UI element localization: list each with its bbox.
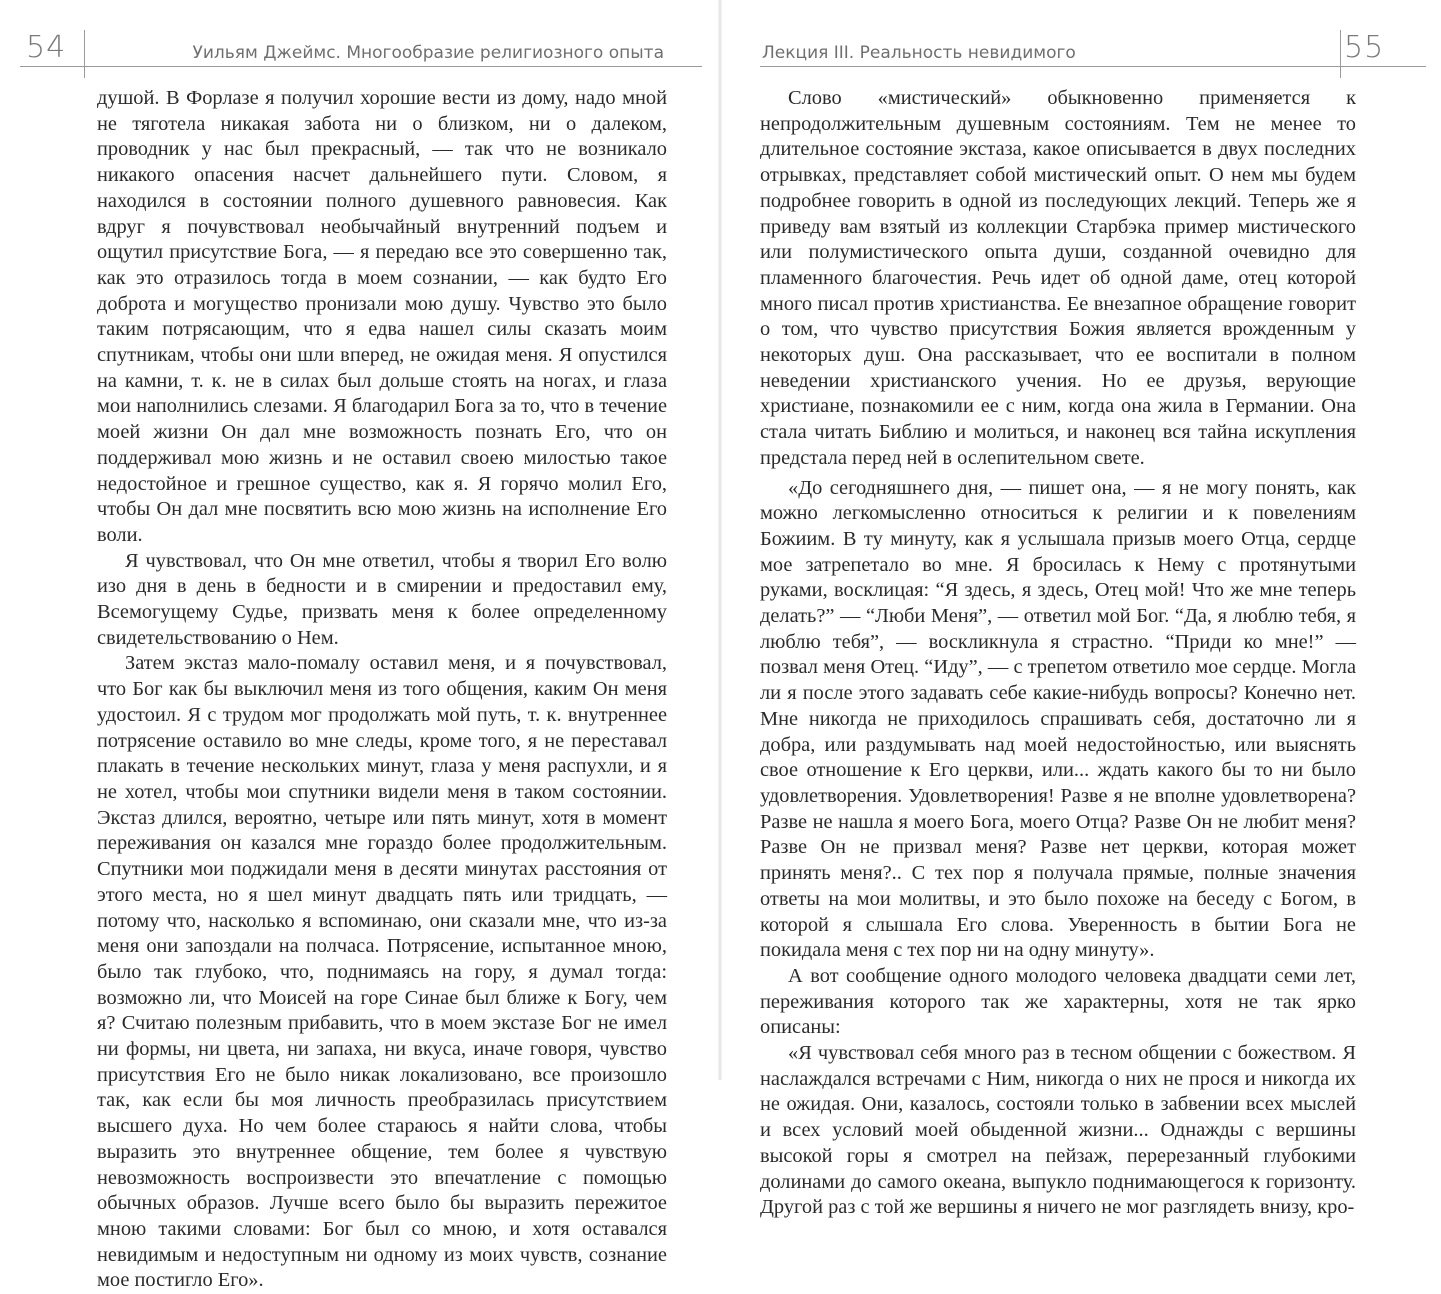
- page-number: 55: [1344, 30, 1385, 65]
- running-head: Уильям Джеймс. Многообразие религиозного опыта: [192, 43, 664, 63]
- page-number: 54: [26, 30, 67, 65]
- right-page-body: [760, 86, 1356, 1221]
- paragraph: «До сегодняшнего дня, — пишет она, — я не могу понять, как можно легкомысленно относиться к религии и к повелениям Божиим. В ту минуту, как я услышала призыв моего Отца, сердце мое затрепетало во мне. Я бросилась к Нему с протянутыми руками, восклицая: “Я здесь, я здесь, Отец мой! Что же мне теперь делать?” — “Люби Меня”, — ответил мой Бог. “Да, я люблю тебя, я люблю тебя”, — воскликнула я страстно. “Приди ко мне!” — позвал меня Отец. “Иду”, — с трепетом ответило мое сердце. Могла ли я после этого задавать себе какие-нибудь вопросы? Конечно нет. Мне никогда не приходилось спрашивать себя, достаточно ли я добра, или раздумывать над моей недостойностью, или выяснять свое отношение к Его церкви, или... ждать какого бы то ни было удовлетворения. Удовлетворения! Разве я не вполне удовлетворена? Разве не нашла я моего Бога, моего Отца? Разве Он не любит меня? Разве Он не призвал меня? Разве нет церкви, которая может принять меня?.. С тех пор я получала прямые, полные значения ответы на мои молитвы, и это было похоже на беседу с Богом, в которой я слышала Его слова. Уверенность в бытии Бога не покидала меня с тех пор ни на одну минуту».: [760, 476, 1356, 962]
- header-vertical-rule: [84, 30, 85, 78]
- paragraph: душой. В Форлазе я получил хорошие вести из дому, надо мной не тяготела никакая забота ни о близком, ни о далеком, проводник у нас был прекрасный, — так что не возникало никакого опасения насчет дальнейшего пути. Словом, я находился в состоянии полного душевного равновесия. Как вдруг я почувствовал необычайный внутренний подъем и ощутил присутствие Бога, — я передаю все это совершенно так, как это отразилось тогда в моем сознании, — как будто Его доброта и могущество пронизали мою душу. Чувство это было таким потрясающим, что я едва нашел силы сказать моим спутникам, чтобы они шли вперед, не ожидая меня. Я опустился на камни, т. к. не в силах был дольше стоять на ногах, и глаза мои наполнились слезами. Я благодарил Бога за то, что в течение моей жизни Он дал мне возможность познать Его, что он поддерживал мою жизнь и не оставил своею милостью такое недостойное и грешное существо, как я. Я горячо молил Его, чтобы Он дал мне посвятить всю мою жизнь на исполнение Его воли.: [97, 87, 667, 546]
- paragraph: Затем экстаз мало-помалу оставил меня, и я почувствовал, что Бог как бы выключил меня из того общения, каким Он меня удостоил. Я с трудом мог продолжать мой путь, т. к. внутреннее потрясение оставило во мне следы, кроме того, я не переставал плакать в течение нескольких минут, глаза у меня распухли, и я не хотел, чтобы мои спутники видели меня в таком состоянии. Экстаз длился, вероятно, четыре или пять минут, хотя в момент переживания он казался мне гораздо более продолжительным. Спутники мои поджидали меня в десяти минутах расстояния от этого места, но я шел минут двадцать пять или тридцать, — потому что, насколько я вспоминаю, они сказали мне, что из-за меня они запоздали на полчаса. Потрясение, испытанное мною, было так глубоко, что, поднимаясь на гору, я думал тогда: возможно ли, что Моисей на горе Синае был ближе к Богу, чем я? Считаю полезным прибавить, что в моем экстазе Бог не имел ни формы, ни цвета, ни запаха, ни вкуса, иначе говоря, чувство присутствия Его не было никак локализовано, все произошло так, как если бы моя личность преобразилась присутствием высшего духа. Но чем более стараюсь я найти слова, чтобы выразить это внутреннее общение, тем более я чувствую невозможность воспроизвести это впечатление с помощью обычных образов. Лучше всего было бы выразить пережитое мною такими словами: Бог был со мною, и хотя оставался невидимым и недоступным ни одному из моих чувств, сознание мое постигло Его».: [97, 652, 667, 1292]
- paragraph: Слово «мистический» обыкновенно применяется к непродолжительным душевным состояниям. Тем не менее то длительное состояние экстаза, какое описывается в двух последних отрывках, представляет собой мистический опыт. О нем мы будем подробнее говорить в одной из последующих лекций. Теперь же я приведу вам взятый из коллекции Старбэка пример мистического или полумистического опыта души, созданной очевидно для пламенного благочестия. Речь идет об одной даме, отец которой много писал против христианства. Ее внезапное обращение говорит о том, что чувство присутствия Божия является врожденным у некоторых душ. Она рассказывает, что ее воспитали в полном неведении христианского учения. Но ее друзья, верующие христиане, познакомили ее с ним, когда она жила в Германии. Она стала читать Библию и молиться, и наконец вся тайна искупления предстала перед ней в ослепительном свете.: [760, 87, 1356, 469]
- left-page-body: [97, 86, 667, 1294]
- header-rule: [20, 66, 702, 67]
- paragraph: «Я чувствовал себя много раз в тесном общении с божеством. Я наслаждался встречами с Ним, никогда о них не прося и никогда их не ожидая. Они, казалось, состояли только в забвении всех мыслей и всех условий моей обыденной жизни... Однажды с вершины высокой горы я смотрел на пейзаж, перерезанный глубокими долинами до самого океана, выпукло поднимающегося к горизонту. Другой раз с той же вершины я ничего не мог разглядеть внизу, кро-: [760, 1042, 1356, 1219]
- header-vertical-rule: [1340, 30, 1341, 78]
- right-page: [720, 0, 1441, 1219]
- header-rule: [760, 66, 1426, 67]
- paragraph: А вот сообщение одного молодого человека двадцати семи лет, переживания которого так же характерны, хотя не так ярко описаны:: [760, 964, 1356, 1039]
- left-page: [0, 0, 720, 1292]
- paragraph: Я чувствовал, что Он мне ответил, чтобы я творил Его волю изо дня в день в бедности и в смирении и предоставил ему, Всемогущему Судье, призвать меня к более определенному свидетельствованию о Нем.: [97, 549, 667, 649]
- running-head: Лекция III. Реальность невидимого: [762, 43, 1076, 63]
